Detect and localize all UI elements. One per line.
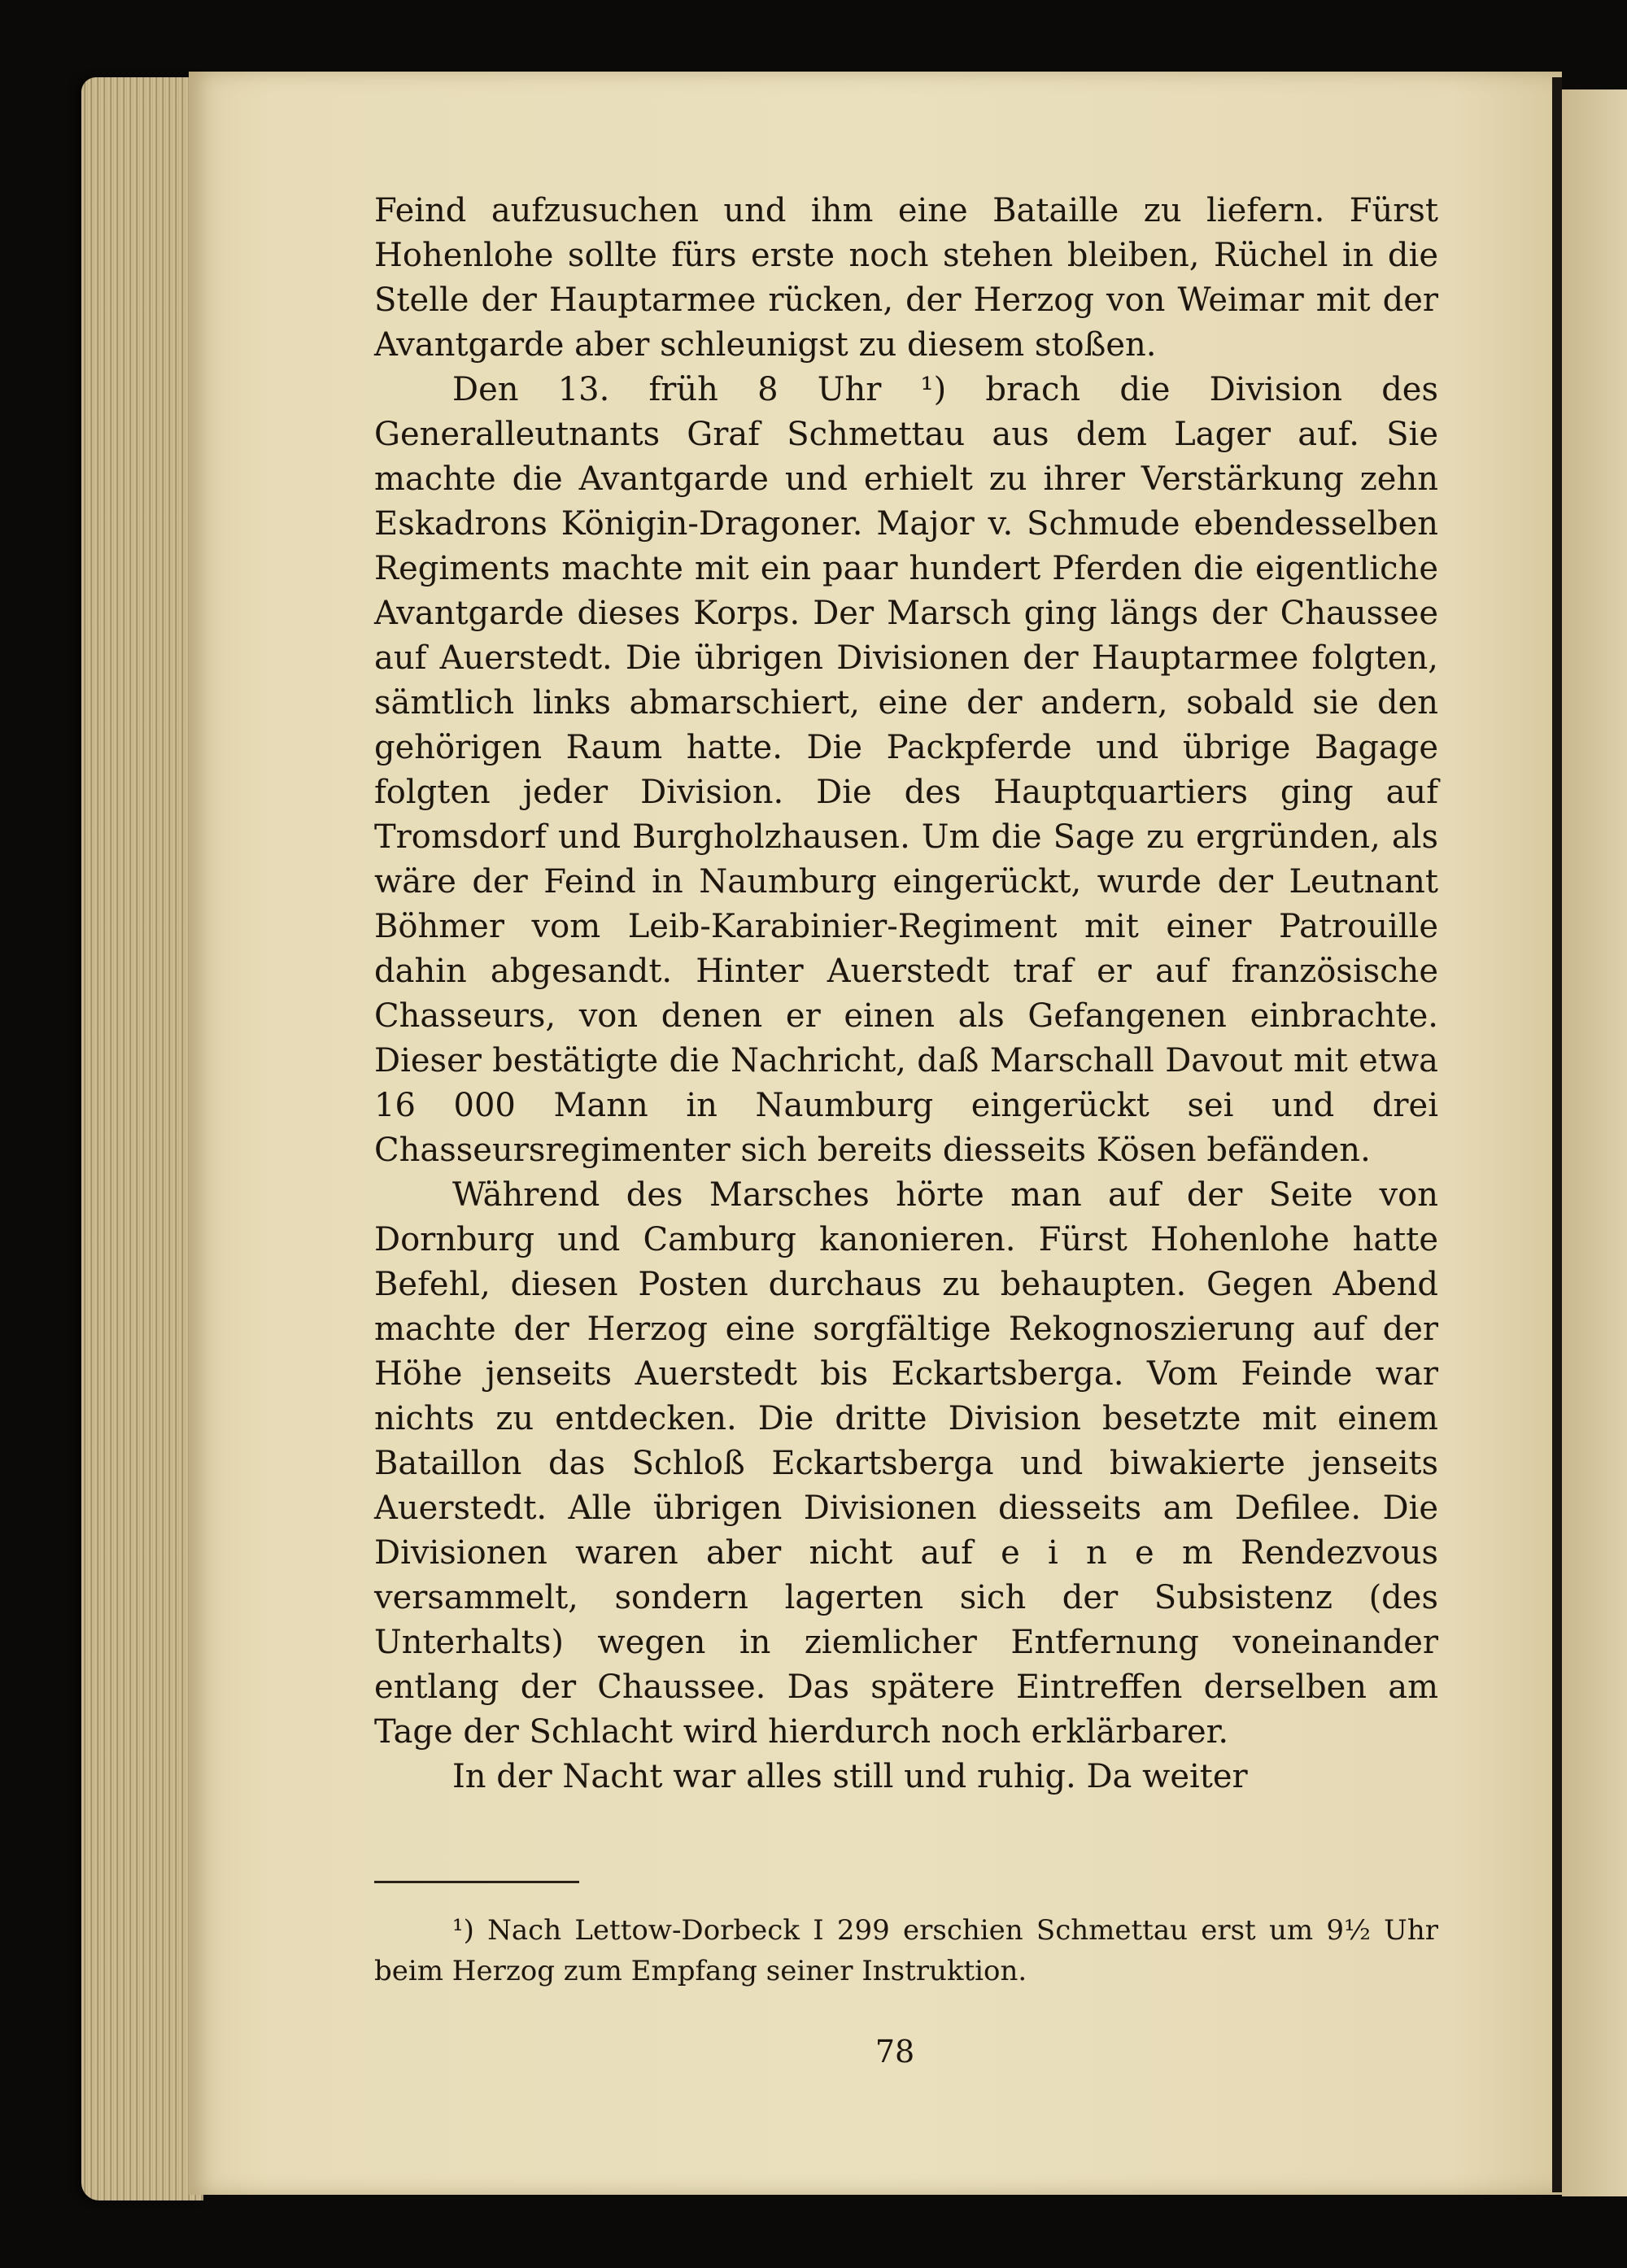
page-edges xyxy=(81,77,203,2200)
footnote xyxy=(374,1910,1438,1991)
paragraph: In der Nacht war alles still und ruhig. Da weiter xyxy=(452,1758,1248,1795)
book-gutter xyxy=(1552,77,1562,2192)
paragraph: Feind aufzusuchen und ihm eine Bataille zu liefern. Fürst Hohenlohe sollte fürs erste noch stehen bleiben, Rüchel in die Stelle der Hauptarmee rücken, der Herzog von Weimar mit der Avantgarde aber schleunigst zu diesem stoßen. xyxy=(374,192,1438,364)
next-page-edge xyxy=(1562,89,1627,2196)
footnote-rule xyxy=(374,1881,579,1883)
page-number: 78 xyxy=(875,2034,915,2070)
paragraph: Während des Marsches hörte man auf der Seite von Dornburg und Camburg kanonieren. Fürst Hohenlohe hatte Befehl, diesen Posten durchaus zu behaupten. Gegen Abend machte der Herzog eine sorgfältige Rekognoszierung auf der Höhe jenseits Auerstedt bis Eckartsberga. Vom Feinde war nichts zu entdecken. Die dritte Division besetzte mit einem Bataillon das Schloß Eckartsberga und biwakierte jenseits Auerstedt. Alle übrigen Divisionen diesseits am Defilee. Die Divisionen waren aber nicht auf e i n e m Rendezvous versammelt, sondern lagerten sich der Subsistenz (des Unterhalts) wegen in ziemlicher Entfernung voneinander entlang der Chaussee. Das spätere Eintreffen derselben am Tage der Schlacht wird hierdurch noch erklärbarer. xyxy=(374,1176,1438,1751)
footnote-text: ¹) Nach Lettow-Dorbeck I 299 erschien Schmettau erst um 9½ Uhr beim Herzog zum Empfang seiner Instruktion. xyxy=(374,1914,1438,1987)
body-text xyxy=(374,189,1438,1799)
paragraph: Den 13. früh 8 Uhr ¹) brach die Division des Generalleutnants Graf Schmettau aus dem Lager auf. Sie machte die Avantgarde und erhielt zu ihrer Verstärkung zehn Eskadrons Königin-Dragoner. Major v. Schmude ebendesselben Regiments machte mit ein paar hundert Pferden die eigentliche Avantgarde dieses Korps. Der Marsch ging längs der Chaussee auf Auerstedt. Die übrigen Divisionen der Hauptarmee folgten, sämtlich links abmarschiert, eine der andern, sobald sie den gehörigen Raum hatte. Die Packpferde und übrige Bagage folgten jeder Division. Die des Hauptquartiers ging auf Tromsdorf und Burgholzhausen. Um die Sage zu ergründen, als wäre der Feind in Naumburg eingerückt, wurde der Leutnant Böhmer vom Leib-Karabinier-Regiment mit einer Patrouille dahin abgesandt. Hinter Auerstedt traf er auf französische Chasseurs, von denen er einen als Gefangenen einbrachte. Dieser bestätigte die Nachricht, daß Marschall Davout mit etwa 16 000 Mann in Naumburg eingerückt sei und drei Chasseursregimenter sich bereits diesseits Kösen befänden. xyxy=(374,371,1438,1169)
